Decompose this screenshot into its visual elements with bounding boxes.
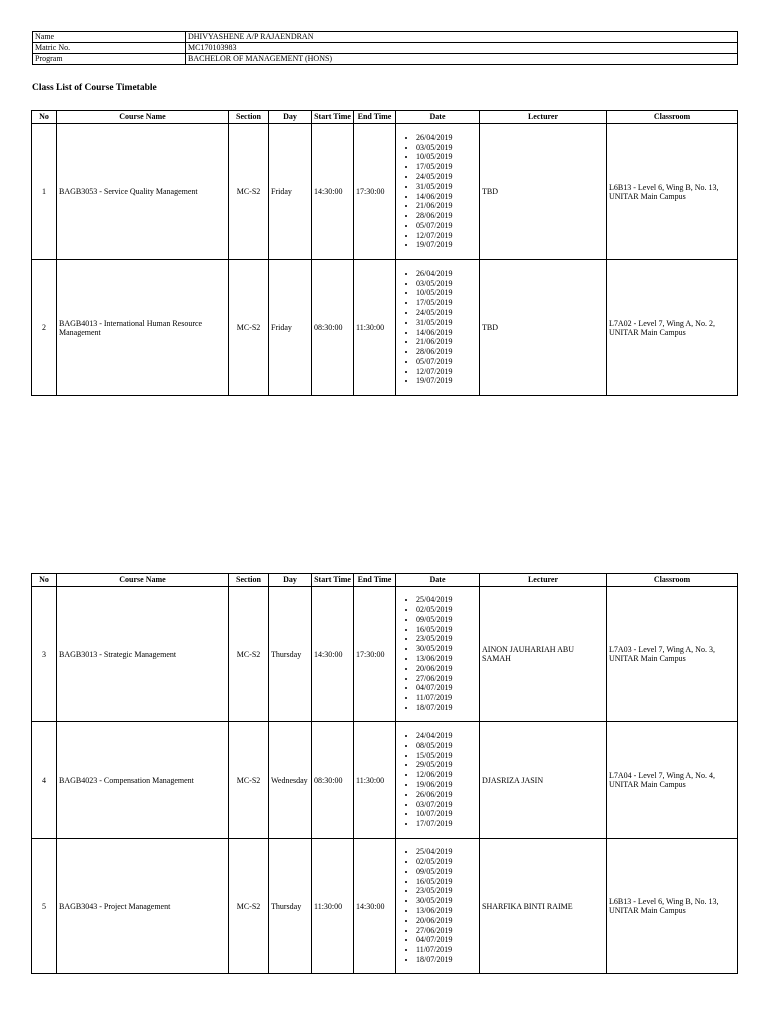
date-item: • 31/05/2019 bbox=[416, 182, 477, 192]
cell-start-time: 08:30:00 bbox=[312, 722, 354, 839]
cell-end-time: 11:30:00 bbox=[354, 722, 396, 839]
date-item: • 29/05/2019 bbox=[416, 760, 477, 770]
date-item: • 18/07/2019 bbox=[416, 955, 477, 965]
header-no: No bbox=[32, 574, 57, 587]
table-header-row bbox=[32, 111, 738, 124]
course-timetable-table bbox=[31, 110, 738, 396]
date-item: • 23/05/2019 bbox=[416, 634, 477, 644]
cell-start-time: 14:30:00 bbox=[312, 587, 354, 722]
date-item: • 05/07/2019 bbox=[416, 357, 477, 367]
date-item: • 30/05/2019 bbox=[416, 644, 477, 654]
cell-course-name: BAGB3043 - Project Management bbox=[57, 839, 229, 974]
info-row-name bbox=[33, 32, 738, 43]
date-item: • 17/07/2019 bbox=[416, 819, 477, 829]
date-item: • 26/04/2019 bbox=[416, 269, 477, 279]
cell-lecturer: SHARFIKA BINTI RAIME bbox=[480, 839, 607, 974]
cell-day: Thursday bbox=[269, 839, 312, 974]
date-item: • 13/06/2019 bbox=[416, 654, 477, 664]
date-item: • 24/04/2019 bbox=[416, 731, 477, 741]
date-item: • 12/06/2019 bbox=[416, 770, 477, 780]
cell-classroom: L7A03 - Level 7, Wing A, No. 3, UNITAR Main Campus bbox=[607, 587, 738, 722]
date-item: • 19/07/2019 bbox=[416, 240, 477, 250]
table-header-row bbox=[32, 574, 738, 587]
date-list bbox=[398, 595, 477, 713]
header-end-time: End Time bbox=[354, 111, 396, 124]
cell-end-time: 14:30:00 bbox=[354, 839, 396, 974]
cell-no: 5 bbox=[32, 839, 57, 974]
info-row-program bbox=[33, 54, 738, 65]
date-item: • 18/07/2019 bbox=[416, 703, 477, 713]
date-list bbox=[398, 269, 477, 387]
date-item: • 08/05/2019 bbox=[416, 741, 477, 751]
header-lecturer: Lecturer bbox=[480, 111, 607, 124]
cell-classroom: L6B13 - Level 6, Wing B, No. 13, UNITAR Main Campus bbox=[607, 839, 738, 974]
cell-end-time: 17:30:00 bbox=[354, 587, 396, 722]
date-item: • 17/05/2019 bbox=[416, 298, 477, 308]
cell-no: 1 bbox=[32, 124, 57, 260]
date-item: • 09/05/2019 bbox=[416, 615, 477, 625]
header-no: No bbox=[32, 111, 57, 124]
date-item: • 17/05/2019 bbox=[416, 162, 477, 172]
cell-dates bbox=[396, 260, 480, 396]
cell-course-name: BAGB3013 - Strategic Management bbox=[57, 587, 229, 722]
date-item: • 23/05/2019 bbox=[416, 886, 477, 896]
cell-lecturer: TBD bbox=[480, 124, 607, 260]
info-row-matric bbox=[33, 43, 738, 54]
header-classroom: Classroom bbox=[607, 574, 738, 587]
date-item: • 16/05/2019 bbox=[416, 877, 477, 887]
date-item: • 12/07/2019 bbox=[416, 367, 477, 377]
date-item: • 26/04/2019 bbox=[416, 133, 477, 143]
cell-section: MC-S2 bbox=[229, 839, 269, 974]
cell-classroom: L6B13 - Level 6, Wing B, No. 13, UNITAR Main Campus bbox=[607, 124, 738, 260]
date-item: • 27/06/2019 bbox=[416, 926, 477, 936]
cell-lecturer: DJASRIZA JASIN bbox=[480, 722, 607, 839]
date-item: • 28/06/2019 bbox=[416, 211, 477, 221]
cell-classroom: L7A02 - Level 7, Wing A, No. 2, UNITAR Main Campus bbox=[607, 260, 738, 396]
table-row bbox=[32, 722, 738, 839]
cell-no: 3 bbox=[32, 587, 57, 722]
header-day: Day bbox=[269, 574, 312, 587]
date-item: • 20/06/2019 bbox=[416, 916, 477, 926]
date-item: • 14/06/2019 bbox=[416, 192, 477, 202]
cell-no: 4 bbox=[32, 722, 57, 839]
cell-start-time: 14:30:00 bbox=[312, 124, 354, 260]
cell-day: Friday bbox=[269, 260, 312, 396]
info-label: Matric No. bbox=[33, 43, 186, 54]
info-value: DHIVYASHENE A/P RAJAENDRAN bbox=[186, 32, 738, 43]
course-timetable-table bbox=[31, 573, 738, 974]
header-date: Date bbox=[396, 574, 480, 587]
cell-day: Wednesday bbox=[269, 722, 312, 839]
cell-day: Friday bbox=[269, 124, 312, 260]
date-item: • 26/06/2019 bbox=[416, 790, 477, 800]
cell-end-time: 17:30:00 bbox=[354, 124, 396, 260]
date-item: • 11/07/2019 bbox=[416, 693, 477, 703]
header-date: Date bbox=[396, 111, 480, 124]
cell-dates bbox=[396, 587, 480, 722]
cell-end-time: 11:30:00 bbox=[354, 260, 396, 396]
date-item: • 31/05/2019 bbox=[416, 318, 477, 328]
cell-dates bbox=[396, 722, 480, 839]
date-list bbox=[398, 731, 477, 829]
cell-no: 2 bbox=[32, 260, 57, 396]
header-end-time: End Time bbox=[354, 574, 396, 587]
date-item: • 14/06/2019 bbox=[416, 328, 477, 338]
date-item: • 28/06/2019 bbox=[416, 347, 477, 357]
date-list bbox=[398, 133, 477, 251]
student-info-table bbox=[32, 31, 738, 65]
date-item: • 25/04/2019 bbox=[416, 847, 477, 857]
cell-dates bbox=[396, 124, 480, 260]
date-item: • 03/07/2019 bbox=[416, 800, 477, 810]
date-item: • 09/05/2019 bbox=[416, 867, 477, 877]
info-value: MC170103983 bbox=[186, 43, 738, 54]
date-item: • 30/05/2019 bbox=[416, 896, 477, 906]
date-item: • 20/06/2019 bbox=[416, 664, 477, 674]
date-item: • 21/06/2019 bbox=[416, 201, 477, 211]
header-day: Day bbox=[269, 111, 312, 124]
cell-section: MC-S2 bbox=[229, 260, 269, 396]
date-item: • 27/06/2019 bbox=[416, 674, 477, 684]
date-item: • 19/06/2019 bbox=[416, 780, 477, 790]
header-lecturer: Lecturer bbox=[480, 574, 607, 587]
date-item: • 19/07/2019 bbox=[416, 376, 477, 386]
date-item: • 24/05/2019 bbox=[416, 308, 477, 318]
cell-section: MC-S2 bbox=[229, 587, 269, 722]
cell-course-name: BAGB4023 - Compensation Management bbox=[57, 722, 229, 839]
cell-lecturer: TBD bbox=[480, 260, 607, 396]
header-course-name: Course Name bbox=[57, 111, 229, 124]
table-row bbox=[32, 260, 738, 396]
date-item: • 10/05/2019 bbox=[416, 152, 477, 162]
date-item: • 02/05/2019 bbox=[416, 857, 477, 867]
cell-classroom: L7A04 - Level 7, Wing A, No. 4, UNITAR Main Campus bbox=[607, 722, 738, 839]
header-start-time: Start Time bbox=[312, 574, 354, 587]
date-item: • 11/07/2019 bbox=[416, 945, 477, 955]
table-row bbox=[32, 124, 738, 260]
info-label: Name bbox=[33, 32, 186, 43]
info-value: BACHELOR OF MANAGEMENT (HONS) bbox=[186, 54, 738, 65]
date-item: • 12/07/2019 bbox=[416, 231, 477, 241]
cell-lecturer: AINON JAUHARIAH ABU SAMAH bbox=[480, 587, 607, 722]
cell-start-time: 08:30:00 bbox=[312, 260, 354, 396]
date-item: • 05/07/2019 bbox=[416, 221, 477, 231]
info-label: Program bbox=[33, 54, 186, 65]
date-item: • 02/05/2019 bbox=[416, 605, 477, 615]
cell-course-name: BAGB3053 - Service Quality Management bbox=[57, 124, 229, 260]
cell-section: MC-S2 bbox=[229, 722, 269, 839]
cell-day: Thursday bbox=[269, 587, 312, 722]
date-item: • 04/07/2019 bbox=[416, 935, 477, 945]
date-item: • 15/05/2019 bbox=[416, 751, 477, 761]
header-start-time: Start Time bbox=[312, 111, 354, 124]
page-heading: Class List of Course Timetable bbox=[32, 83, 157, 93]
cell-section: MC-S2 bbox=[229, 124, 269, 260]
date-item: • 16/05/2019 bbox=[416, 625, 477, 635]
date-item: • 25/04/2019 bbox=[416, 595, 477, 605]
header-classroom: Classroom bbox=[607, 111, 738, 124]
date-item: • 03/05/2019 bbox=[416, 279, 477, 289]
date-item: • 03/05/2019 bbox=[416, 143, 477, 153]
cell-dates bbox=[396, 839, 480, 974]
header-section: Section bbox=[229, 111, 269, 124]
date-item: • 13/06/2019 bbox=[416, 906, 477, 916]
date-item: • 10/05/2019 bbox=[416, 288, 477, 298]
date-item: • 21/06/2019 bbox=[416, 337, 477, 347]
date-list bbox=[398, 847, 477, 965]
cell-start-time: 11:30:00 bbox=[312, 839, 354, 974]
table-row bbox=[32, 587, 738, 722]
cell-course-name: BAGB4013 - International Human Resource Management bbox=[57, 260, 229, 396]
date-item: • 24/05/2019 bbox=[416, 172, 477, 182]
table-row bbox=[32, 839, 738, 974]
header-course-name: Course Name bbox=[57, 574, 229, 587]
date-item: • 10/07/2019 bbox=[416, 809, 477, 819]
date-item: • 04/07/2019 bbox=[416, 683, 477, 693]
header-section: Section bbox=[229, 574, 269, 587]
